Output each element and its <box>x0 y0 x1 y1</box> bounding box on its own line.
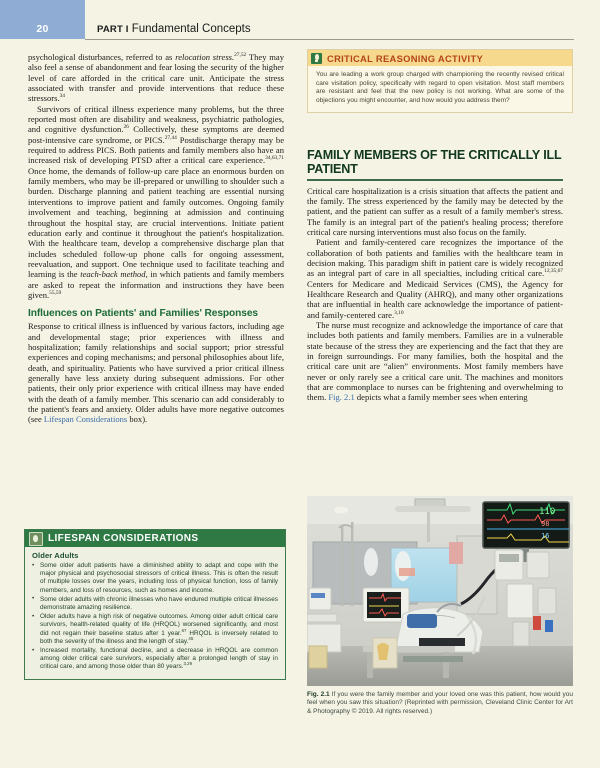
running-head <box>0 0 600 40</box>
icu-room-illustration <box>307 496 573 686</box>
part-label: PART I <box>97 24 129 35</box>
list-item: • Older adults have a high risk of negative outcomes. Among older adult critical care survivors, health-related quality of life (HRQOL) worsened significantly, and most did not regain their baseline status after 1 year.$^{67}$ HRQOL is inversely related to both the severity of the illness and the length of stay.$^{45}$ <box>32 613 278 646</box>
part-title: Fundamental Concepts <box>131 23 251 35</box>
paragraph: psychological disturbances, referred to as relocation stress.$^{27,52}$ They may also feel a sense of abandonment and fear losing the security of the higher level of care afforded in the critical care unit. Anticipate the stress associated with transfer and provide interventions that reduce these stressors.$^{34}$ <box>28 52 284 104</box>
left-text-column <box>28 52 284 425</box>
paragraph: Survivors of critical illness experience many problems, but the three reported most often are disability and weakness, psychiatric pathologies, and cognitive dysfunction.$^{26}$ Collectively, these symptoms are deemed post-intensive care syndrome, or PICS.$^{27,44}$ Postdischarge therapy may be required to address PICS. Both patients and family members also have an increased risk of developing PTSD after a critical care experience.$^{34,63,71}$ Once home, the demands of follow-up care place an enormous burden on family members, who may be ill-prepared or unwilling to shoulder such a burden. Discharge planning and patient teaching are essential nursing interventions to improve patient and family outcomes. Ongoing family involvement and teaching, beginning at admission and continuing throughout the hospital stay, are crucial interventions. Initiate patient education early and continue it throughout the patient's hospitalization. With the healthcare team, develop a comprehensive discharge plan that includes scheduled follow-up phone calls for ongoing assessment, reevaluation, and support. One technique used to facilitate teaching and learning is the teach-back method, in which patients and family members are asked to repeat the information and instructions they have been given.$^{55,59}$ <box>28 103 284 300</box>
svg-text:16: 16 <box>541 532 550 540</box>
lightbulb-icon <box>311 53 322 64</box>
figure-caption: Fig. 2.1 If you were the family member and your loved one was this patient, how would you feel when you saw this situation? (Reprinted with permission, Cleveland Clinic Center for Art & Photography © 2019. All rights reserved.) <box>307 691 573 715</box>
paragraph: The nurse must recognize and acknowledge the importance of care that includes both patients and family members. Families are in a vulnerable state because of the stress they are experiencing and the fact that they are in foreign surroundings. For many families, both the hospital and the critical care unit are “alien” environments. Most family members have never or only rarely see a critical care unit. The machines and monitors that are commonplace to nurses can be frightening and overwhelming to them. Fig. 2.1 depicts what a family member sees when entering <box>307 320 563 403</box>
lifespan-bullet-list <box>32 562 278 672</box>
section-subheading: Influences on Patients' and Families' Responses <box>28 308 258 320</box>
critical-reasoning-activity-box <box>307 49 573 113</box>
page-number: 20 <box>36 23 49 35</box>
heading-divider <box>307 179 563 181</box>
cra-box-header <box>308 50 572 66</box>
running-head-title <box>97 23 251 35</box>
paragraph: Patient and family-centered care recognizes the importance of the collaboration of both patients and families with the healthcare team in decision making. This paradigm shift in patient care is widely recognized as an integral part of care in all specialties, including critical care.$^{12,35,67}$ Centers for Medicare and Medicaid Services (CMS), the Agency for Healthcare Research and Quality (AHRQ), and many other organizations that are influential in health care acknowledge the importance of patient- and family-centered care.$^{3,10}$ <box>307 237 563 320</box>
paragraph: Response to critical illness is influenced by various factors, including age and developmental stage; prior experiences with illness and hospitalization; family relationships and social support; prior stressful experiences and coping mechanisms; and personal philosophies about life, death, and spirituality. Patients who have survived a prior critical illness generally have less anxiety during subsequent admissions. For other patients, their only prior experience with critical illness may have ended with the death of a family member. This scenario can add considerably to the patient's fears and anxiety. Older adults have more negative outcomes (see Lifespan Considerations box). <box>28 321 284 425</box>
lifespan-box-body <box>25 547 285 679</box>
page-title: FAMILY MEMBERS OF THE CRITICALLY ILL PATIENT <box>307 148 562 176</box>
icu-room-photograph <box>307 496 573 686</box>
list-item: • Some older adult patients have a diminished ability to adapt and cope with the major physical and psychosocial stressors of critical illness. This is often the result of multiple losses over the years, including loss of physical function, loss of family members, and loss of resources, such as homes and income. <box>32 562 278 595</box>
lifespan-icon <box>29 532 43 546</box>
header-divider <box>85 39 574 40</box>
svg-text:110: 110 <box>539 507 556 517</box>
figure-2-1 <box>307 496 573 716</box>
cra-box-text: You are leading a work group charged with championing the recently revised critical care visitation policy, specifically with regard to open visitation. Most staff members are resistant and feel that the new policy is not working. What are some of the objections you might encounter, and how would you address them? <box>316 71 564 104</box>
list-item: • Increased mortality, functional decline, and a decrease in HRQOL are common among older critical care survivors, especially after a prolonged length of stay in critical care, and among those older than 80 years.$^{3,29}$ <box>32 647 278 672</box>
lifespan-box-title: LIFESPAN CONSIDERATIONS <box>48 533 199 544</box>
cra-box-title: CRITICAL REASONING ACTIVITY <box>327 52 484 64</box>
paragraph: Critical care hospitalization is a crisis situation that affects the patient and the family. The stress experienced by the family may be detected by the patient, and the patient can suffer as a result of a family member's stress. The family is an integral part of the patient's healing process; therefore critical care nursing interventions must also focus on the family. <box>307 185 563 237</box>
svg-text:98: 98 <box>541 520 550 528</box>
right-text-column <box>307 148 563 403</box>
lifespan-box-header <box>25 530 285 547</box>
lifespan-subheading: Older Adults <box>32 551 79 560</box>
lifespan-considerations-box <box>24 529 286 680</box>
list-item: • Some older adults with chronic illnesses who have endured multiple critical illnesses demonstrate amazing resilience. <box>32 596 278 612</box>
